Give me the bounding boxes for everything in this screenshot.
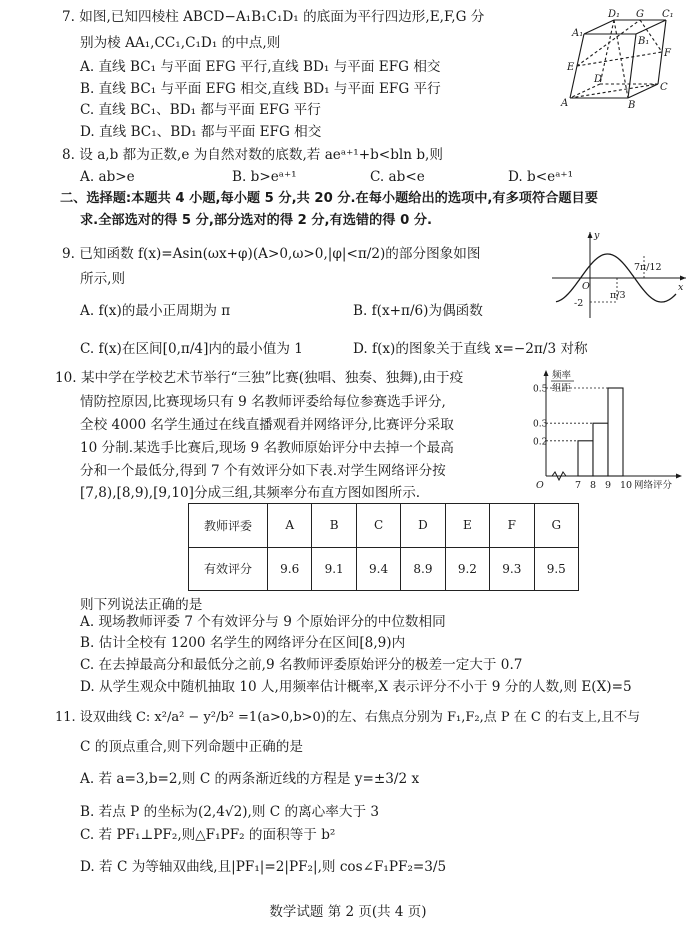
label-d1: D₁ (608, 9, 621, 20)
histogram-bar (578, 441, 593, 476)
section2-heading-line2: 求.全部选对的得 5 分,部分选对的得 2 分,有选错的得 0 分. (80, 213, 433, 228)
graph-left-label: π/3 (610, 290, 626, 301)
histogram-bar (593, 423, 608, 476)
q7-stem-line2: 别为棱 AA₁,CC₁,C₁D₁ 的中点,则 (80, 35, 281, 51)
graph-min-label: -2 (574, 298, 584, 309)
graph-origin-label: O (582, 281, 590, 292)
q10-option-a: A. 现场教师评委 7 个有效评分与 9 个原始评分的中位数相同 (80, 614, 446, 630)
y-tick-label: 0.3 (533, 419, 548, 430)
q9-stem-line2: 所示,则 (80, 271, 126, 287)
label-f: F (664, 48, 671, 59)
table-header-cell: C (356, 504, 400, 548)
table-header-cell: D (401, 504, 445, 548)
q7-option-a: A. 直线 BC₁ 与平面 EFG 平行,直线 BD₁ 与平面 EFG 相交 (80, 59, 441, 75)
label-a1: A₁ (572, 28, 584, 39)
label-g: G (636, 9, 644, 20)
q10-line5: 分和一个最低分,得到 7 个有效评分如下表.对学生网络评分按 (80, 463, 446, 479)
table-header-row (189, 504, 579, 548)
label-b1: B₁ (638, 36, 650, 47)
label-c1: C₁ (662, 9, 674, 20)
q10-line1: 10. 某中学在学校艺术节举行“三独”比赛(独唱、独奏、独舞),由于疫 (55, 370, 464, 386)
label-a: A (561, 98, 569, 109)
prism-figure (558, 6, 686, 110)
q10-option-d: D. 从学生观众中随机抽取 10 人,用频率估计概率,X 表示评分不小于 9 分的人数,则 E(X)=5 (80, 679, 632, 695)
table-header-cell: 教师评委 (189, 504, 268, 548)
page-footer: 数学试题 第 2 页(共 4 页) (269, 904, 427, 920)
q9-option-c: C. f(x)在区间[0,π/4]内的最小值为 1 (80, 341, 303, 357)
table-cell: 9.5 (534, 547, 578, 591)
q11-option-c: C. 若 PF₁⊥PF₂,则△F₁PF₂ 的面积等于 b² (80, 827, 336, 843)
q9-option-d: D. f(x)的图象关于直线 x=−2π/3 对称 (353, 341, 588, 357)
table-header-cell: A (268, 504, 312, 548)
q7-option-d: D. 直线 BC₁、BD₁ 都与平面 EFG 相交 (80, 124, 322, 140)
table-header-cell: G (534, 504, 578, 548)
table-cell: 9.4 (356, 547, 400, 591)
q11-stem-line1: 11. 设双曲线 C: x²/a² − y²/b² =1(a>0,b>0)的左、右焦点分别为 F₁,F₂,点 P 在 C 的右支上,且不与 (55, 710, 641, 725)
y-tick-label: 0.5 (533, 384, 548, 395)
x-tick-label: 10 (620, 480, 633, 491)
label-d: D (594, 74, 603, 85)
table-header-cell: B (312, 504, 356, 548)
q9-option-a: A. f(x)的最小正周期为 π (80, 303, 231, 319)
q10-line2: 情防控原因,比赛现场只有 9 名教师评委给每位参赛选手评分, (80, 394, 446, 410)
section2-heading-line1: 二、选择题:本题共 4 小题,每小题 5 分,共 20 分.在每小题给出的选项中,有多项符合题目要 (60, 191, 598, 206)
x-tick-label: 7 (575, 480, 582, 491)
q11-option-b: B. 若点 P 的坐标为(2,4√2),则 C 的离心率大于 3 (80, 804, 380, 820)
x-tick-label: 8 (590, 480, 597, 491)
label-c: C (660, 82, 668, 93)
table-cell: 9.6 (268, 547, 312, 591)
table-cell: 9.2 (445, 547, 489, 591)
histogram (530, 368, 690, 492)
q10-prompt: 则下列说法正确的是 (80, 597, 203, 613)
label-e: E (567, 62, 575, 73)
origin-label: O (536, 480, 544, 491)
x-tick-label: 9 (605, 480, 612, 491)
x-axis-label: 网络评分 (634, 480, 673, 491)
table-cell: 9.1 (312, 547, 356, 591)
graph-top-label: 7π/12 (634, 262, 662, 273)
score-table (188, 503, 579, 591)
y-axis-label-numerator: 频率 (552, 370, 572, 381)
q7-option-b: B. 直线 BC₁ 与平面 EFG 相交,直线 BD₁ 与平面 EFG 平行 (80, 81, 441, 97)
y-tick-label: 0.2 (533, 437, 548, 448)
x-axis-arrow (676, 474, 682, 479)
y-axis-label-denominator: 组距 (552, 383, 572, 394)
q10-line3: 全校 4000 名学生通过在线直播观看并网络评分,比赛评分采取 (80, 417, 454, 433)
q8-option-b: B. b>eᵃ⁺¹ (232, 169, 297, 185)
table-row (189, 547, 579, 591)
q9-stem-line1: 9. 已知函数 f(x)=Asin(ωx+φ)(A>0,ω>0,|φ|<π/2)的部分图象如图 (62, 246, 481, 262)
q8-stem: 8. 设 a,b 都为正数,e 为自然对数的底数,若 aeᵃ⁺¹+b<bln b,则 (62, 147, 443, 163)
q8-option-c: C. ab<e (370, 169, 425, 185)
table-cell: 有效评分 (189, 547, 268, 591)
q7-stem-line1: 7. 如图,已知四棱柱 ABCD−A₁B₁C₁D₁ 的底面为平行四边形,E,F,G 分 (62, 9, 485, 25)
q9-option-b: B. f(x+π/6)为偶函数 (353, 303, 483, 319)
histogram-bar (608, 388, 623, 476)
q8-option-a: A. ab>e (80, 169, 135, 185)
graph-y-label: y (594, 230, 600, 241)
q11-option-a: A. 若 a=3,b=2,则 C 的两条渐近线的方程是 y=±3/2 x (80, 771, 420, 787)
q11-stem-line2: C 的顶点重合,则下列命题中正确的是 (80, 739, 303, 755)
q10-option-b: B. 估计全校有 1200 名学生的网络评分在区间[8,9)内 (80, 635, 406, 651)
q10-line4: 10 分制.某选手比赛后,现场 9 名教师原始评分中去掉一个最高 (80, 440, 454, 456)
q10-line6: [7,8),[8,9),[9,10]分成三组,其频率分布直方图如图所示. (80, 485, 421, 501)
table-header-cell: E (445, 504, 489, 548)
table-cell: 9.3 (490, 547, 534, 591)
q7-option-c: C. 直线 BC₁、BD₁ 都与平面 EFG 平行 (80, 102, 321, 118)
label-b: B (628, 100, 636, 110)
sine-graph (552, 228, 688, 320)
q11-option-d: D. 若 C 为等轴双曲线,且|PF₁|=2|PF₂|,则 cos∠F₁PF₂=3/5 (80, 859, 447, 875)
y-axis-arrow (544, 370, 549, 376)
graph-x-label: x (678, 282, 684, 293)
q8-option-d: D. b<eᵃ⁺¹ (508, 169, 574, 185)
q10-option-c: C. 在去掉最高分和最低分之前,9 名教师评委原始评分的极差一定大于 0.7 (80, 657, 523, 673)
table-cell: 8.9 (401, 547, 445, 591)
table-header-cell: F (490, 504, 534, 548)
